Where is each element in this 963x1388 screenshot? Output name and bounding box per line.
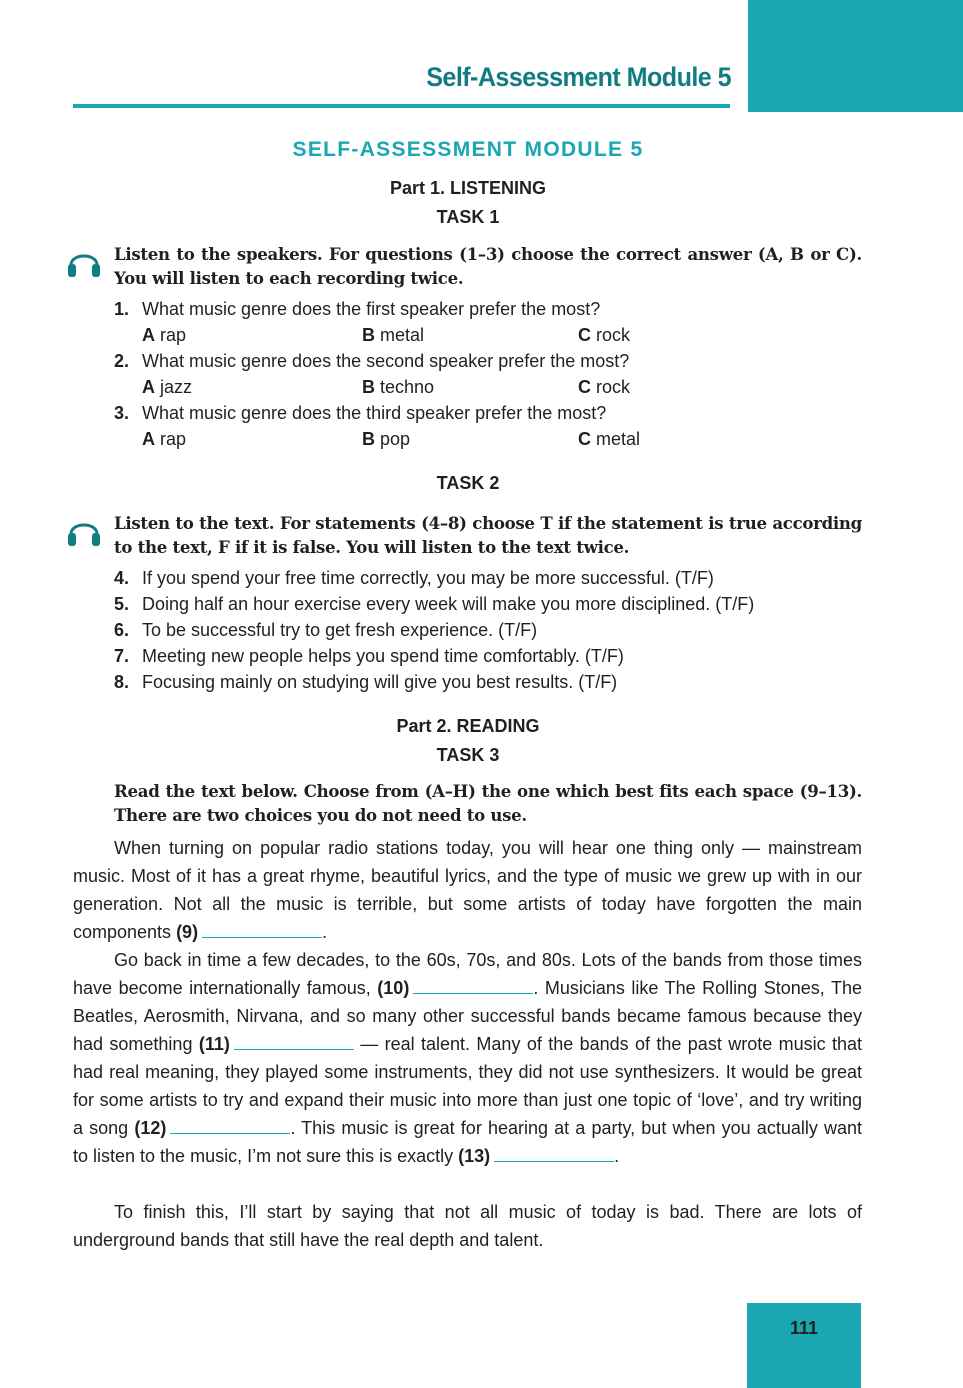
gap-number: (13) xyxy=(458,1146,491,1166)
task2-instruction: Listen to the text. For statements (4–8) choose T if the statement is true according to the text, F if it is false. You will listen to the text twice. xyxy=(114,513,862,557)
gap-12-blank[interactable] xyxy=(170,1115,290,1134)
header-rule xyxy=(73,104,730,108)
gap-number: (11) xyxy=(198,1034,230,1054)
headphones-icon xyxy=(66,514,102,550)
gap-number: (10) xyxy=(377,978,410,998)
part2-title: Part 2. READING xyxy=(396,716,540,736)
reading-paragraph-3: To finish this, I’ll start by saying that not all music of today is bad. There are lots of underground bands that still have the real depth and talent. xyxy=(73,1202,862,1250)
option-b: B metal xyxy=(362,325,425,345)
page-number: 111 xyxy=(789,1318,819,1338)
reading-paragraph-2: Go back in time a few decades, to the 60s, 70s, and 80s. Lots of the bands from those times have become internationally famous, (10) . Musicians like The Rolling Stones, The Beatles, Aerosmith, Nirvana, and so many other successful bands became famous because they had something (11) — real talent. Many of the bands of the past wrote music that had real meaning, they played some instruments, they did not use synthesizers. It would be great for some artists to try and expand their music into more than just one topic of ‘love’, and try writing a song (12) . This music is great for hearing at a party, but when you actually want to listen to the music, I’m not sure this is exactly (13) . xyxy=(73,950,863,1166)
question-number: 1. xyxy=(114,299,130,319)
task1-title: TASK 1 xyxy=(436,207,500,227)
option-b: B techno xyxy=(362,377,435,397)
option-a: A rap xyxy=(142,429,187,449)
task2-title: TASK 2 xyxy=(436,473,500,493)
gap-10-blank[interactable] xyxy=(413,975,533,994)
option-b: B pop xyxy=(362,429,411,449)
option-a: A jazz xyxy=(142,377,193,397)
task3-title: TASK 3 xyxy=(436,745,500,765)
gap-number: (12) xyxy=(134,1118,167,1138)
option-c: C rock xyxy=(578,325,631,345)
question-text: What music genre does the second speaker prefer the most? xyxy=(142,351,630,371)
option-c: C rock xyxy=(578,377,631,397)
page-number-box xyxy=(747,1303,861,1388)
reading-paragraph-1: When turning on popular radio stations today, you will hear one thing only — mainstream music. Most of it has a great rhyme, beautiful lyrics, and the type of music we grew up with in our generation. Not all the music is terrible, but some artists of today have forgotten the main components (9) . xyxy=(73,838,862,942)
gap-number: (9) xyxy=(176,922,199,942)
task1-instruction: Listen to the speakers. For questions (1–3) choose the correct answer (A, B or C). You will listen to each recording twice. xyxy=(114,244,862,288)
task3-instruction: Read the text below. Choose from (A–H) the one which best fits each space (9–13). There are two choices you do not need to use. xyxy=(114,781,862,825)
corner-decoration xyxy=(748,0,963,112)
question-text: What music genre does the first speaker prefer the most? xyxy=(142,299,601,319)
option-c: C metal xyxy=(578,429,641,449)
part1-title: Part 1. LISTENING xyxy=(389,178,547,198)
option-a: A rap xyxy=(142,325,187,345)
question-text: What music genre does the third speaker prefer the most? xyxy=(142,403,607,423)
headphones-icon xyxy=(66,245,102,281)
gap-9-blank[interactable] xyxy=(202,919,322,938)
gap-11-blank[interactable] xyxy=(234,1031,354,1050)
question-number: 3. xyxy=(114,403,130,423)
page-title: SELF-ASSESSMENT MODULE 5 xyxy=(292,138,644,161)
gap-13-blank[interactable] xyxy=(494,1143,614,1162)
question-number: 2. xyxy=(114,351,130,371)
module-header: Self-Assessment Module 5 xyxy=(426,62,731,92)
